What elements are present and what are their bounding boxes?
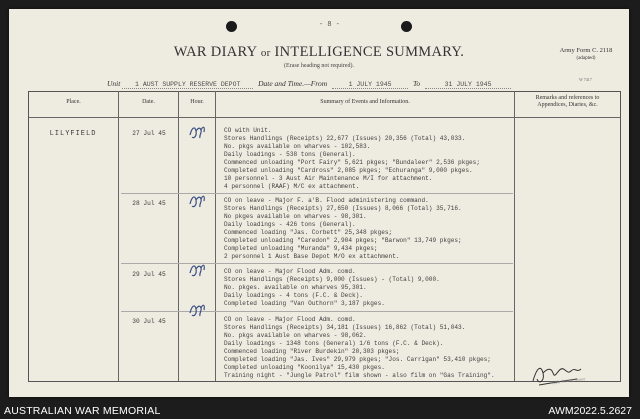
entry-date: 28 Jul 45	[132, 200, 166, 207]
army-form-label	[553, 47, 619, 63]
punch-hole-right-icon	[401, 21, 412, 32]
column-header-remarks	[515, 95, 620, 109]
signature-stamp: Supply Reserve Depot	[548, 376, 586, 385]
handwritten-initial-icon	[186, 192, 208, 210]
entry-line: CO with Unit.	[224, 127, 272, 134]
entry-line: Commenced loading "Jas. Corbett" 25,348 pkges;	[224, 229, 393, 236]
title-rest: INTELLIGENCE SUMMARY.	[274, 44, 465, 60]
remarks-header-line1: Remarks and references to	[535, 95, 600, 101]
place-value: LILYFIELD	[49, 130, 97, 138]
form-code: W 7417	[579, 77, 592, 82]
column-header-date: Date.	[142, 99, 155, 105]
entry-line: Daily loadings - 426 tons (General).	[224, 221, 356, 228]
entry-line: Daily loadings - 538 tons (General).	[224, 151, 356, 158]
page-number: - 8 -	[319, 21, 341, 29]
entry-line: CO on leave - Major F. a'B. Flood administering command.	[224, 197, 429, 204]
entry-date: 29 Jul 45	[132, 271, 166, 278]
table-top-rule	[28, 91, 621, 92]
to-label: To	[412, 79, 421, 88]
page-title	[9, 44, 629, 61]
column-header-hour: Hour.	[190, 99, 204, 105]
unit-label: Unit	[107, 79, 121, 88]
entry-line: No pkges available on wharves - 98,301.	[224, 213, 367, 220]
entry-line: Completed unloading "Koonilya" 15,430 pkges.	[224, 364, 385, 371]
col-rule-hour	[215, 91, 216, 381]
entry-line: Daily loadings - 4 tons (F.C. & Deck).	[224, 292, 363, 299]
punch-hole-left-icon	[226, 21, 237, 32]
signature-icon	[527, 359, 587, 391]
footer-reference: AWM2022.5.2627	[548, 405, 632, 417]
entry-line: Stores Handlings (Receipts) 22,677 (Issues) 20,356 (Total) 43,033.	[224, 135, 466, 142]
entry-line: No. pkges. available on wharves 95,301.	[224, 284, 367, 291]
to-value: 31 JULY 1945	[425, 81, 511, 89]
entry-line: Stores Handlings (Receipts) 9,000 (Issues) - (Total) 9,000.	[224, 276, 440, 283]
entry-line: Completed unloading "Caredon" 2,904 pkges; "Barwon" 13,749 pkges;	[224, 237, 462, 244]
entry-line: Training night - "Jungle Patrol" film shown - also film on "Gas Training".	[224, 372, 495, 379]
entry-line: Stores Handlings (Receipts) 27,650 (Issues) 8,066 (Total) 35,716.	[224, 205, 462, 212]
title-main: WAR DIARY	[173, 44, 257, 60]
entry-line: CO on leave - Major Flood Adm. comd.	[224, 316, 356, 323]
entry-separator	[121, 263, 513, 264]
entry-line: No. pkgs available on wharves - 102,583.	[224, 143, 371, 150]
entry-line: Stores Handlings (Receipts) 34,181 (Issues) 16,862 (Total) 51,043.	[224, 324, 466, 331]
entry-date: 30 Jul 45	[132, 318, 166, 325]
handwritten-initial-icon	[186, 261, 208, 279]
handwritten-initial-icon	[186, 301, 208, 319]
table-header-rule	[28, 117, 621, 118]
army-form-note: (adapted)	[576, 56, 596, 61]
table-right-rule	[620, 91, 621, 381]
title-or: or	[260, 47, 271, 59]
entry-line: 10 personnel - 3 Aust Air Maintenance M/I for attachment.	[224, 175, 433, 182]
page-subtitle: (Erase heading not required).	[284, 63, 354, 69]
entry-line: Commenced loading "River Burdekin" 20,303 pkges;	[224, 348, 400, 355]
entry-line: Completed loading "Van Outhorn" 3,187 pkges.	[224, 300, 385, 307]
entry-separator	[121, 193, 513, 194]
unit-line	[107, 79, 511, 89]
from-value: 1 JULY 1945	[332, 81, 408, 89]
entry-line: No. pkgs available on wharves - 98,062.	[224, 332, 367, 339]
entry-line: Completed unloading "Muranda" 9,434 pkges;	[224, 245, 378, 252]
column-header-summary: Summary of Events and Information.	[320, 99, 410, 105]
entry-separator	[121, 311, 513, 312]
army-form-number: Army Form C. 2118	[559, 47, 613, 54]
entry-line: 2 personnel 1 Aust Base Depot M/O ex attachment.	[224, 253, 400, 260]
entry-line: 4 personnel (RAAF) M/C ex attachment.	[224, 183, 360, 190]
entry-line: Completed unloading "Cardross" 2,085 pkges; "Echuranga" 9,000 pkges.	[224, 167, 473, 174]
footer-institution: AUSTRALIAN WAR MEMORIAL	[4, 405, 161, 417]
entry-line: CO on leave - Major Flood Adm. comd.	[224, 268, 356, 275]
entry-line: Commenced unloading "Port Fairy" 5,621 pkges; "Bundaleer" 2,536 pkges;	[224, 159, 480, 166]
entry-date: 27 Jul 45	[132, 130, 166, 137]
col-rule-summary	[514, 91, 515, 381]
handwritten-initial-icon	[186, 123, 208, 141]
diary-sheet	[9, 9, 629, 397]
unit-value: 1 AUST SUPPLY RESERVE DEPOT	[122, 81, 253, 89]
column-header-place: Place.	[66, 99, 81, 105]
date-time-label: Date and Time.—From	[258, 79, 328, 88]
remarks-header-line2: Appendices, Diaries, &c.	[537, 102, 598, 108]
entry-line: Daily loadings - 1348 tons (General) 1/6 tons (F.C. & Deck).	[224, 340, 444, 347]
entry-line: Completed loading "Jas. Ives" 29,979 pkges; "Jos. Carrigan" 53,410 pkges;	[224, 356, 491, 363]
